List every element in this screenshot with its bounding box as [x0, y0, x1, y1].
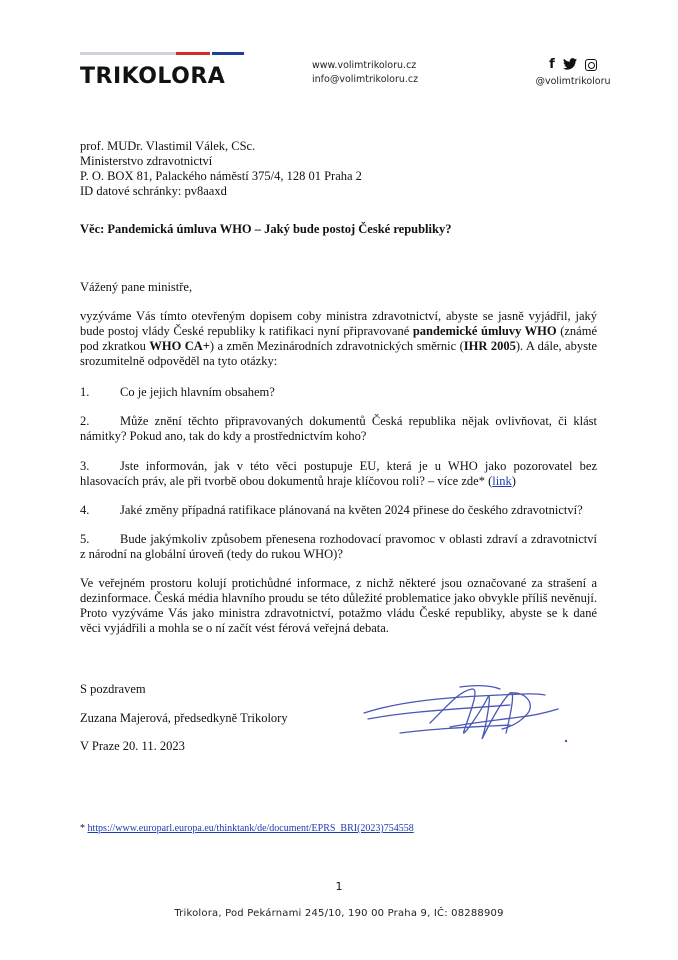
instagram-icon[interactable] [585, 59, 597, 71]
page-footer: Trikolora, Pod Pekárnami 245/10, 190 00 Praha 9, IČ: 08288909 [174, 908, 504, 919]
header-contact [312, 59, 418, 87]
salutation: Vážený pane ministře, [80, 280, 193, 294]
website-link[interactable]: www.volimtrikoloru.cz [312, 60, 417, 71]
question-4: 4. Jaké změny případná ratifikace plánovaná na květen 2024 přinese do českého zdravotnictví? [80, 503, 583, 517]
trikolora-logo [80, 52, 244, 89]
question-3: 3. Jste informován, jak v této věci postupuje EU, která je u WHO jako pozorovatel bez hlasovacích práv, ale při tvorbě obou dokumentů hraje klíčovou roli? – více zde* (link) [80, 459, 597, 488]
letter-subject: Věc: Pandemická úmluva WHO – Jaký bude postoj České republiky? [80, 222, 452, 236]
recipient-ministry: Ministerstvo zdravotnictví [80, 154, 213, 168]
closing-paragraph: Ve veřejném prostoru kolují protichůdné informace, z nichž některé jsou označované za strašení a dezinformace. Česká média hlavního proudu se této důležité problematice jako obvykle příliš nevěnují. Proto vyzýváme Vás jako ministra zdravotnictví, potažmo vládu České republiky, abyste se k dané věci vyjádřili a mohla se o ní začít vést férová veřejná debata. [80, 576, 597, 635]
facebook-icon[interactable]: f [549, 57, 555, 72]
place-date: V Praze 20. 11. 2023 [80, 739, 185, 753]
intro-paragraph: vyzýváme Vás tímto otevřeným dopisem coby ministra zdravotnictví, abyste se jasně vyjádřil, jaký bude postoj vlády České republiky k ratifikaci nyní připravované pandemické úmluvy WHO (známé pod zkratkou WHO CA+) a změn Mezinárodních zdravotnických směrnic (IHR 2005). A dále, abyste srozumitelně odpověděl na tyto otázky: [80, 309, 597, 368]
question-2: 2. Může znění těchto připravovaných dokumentů Česká republika nějak ovlivňovat, či klást námitky? Pokud ano, tak do kdy a prostřednictvím koho? [80, 414, 597, 443]
recipient-name: prof. MUDr. Vlastimil Válek, CSc. [80, 139, 256, 153]
page-number: 1 [335, 880, 343, 893]
footnote-link[interactable]: https://www.europarl.europa.eu/thinktank/de/document/EPRS_BRI(2023)754558 [87, 823, 414, 834]
social-handle[interactable]: @volimtrikoloru [535, 76, 611, 87]
logo-text: TRIKOLORA [80, 64, 226, 89]
question-5: 5. Bude jakýmkoliv způsobem přenesena rozhodovací pravomoc v oblasti zdraví a zdravotnictví z národní na globální úroveň (tedy do rukou WHO)? [80, 532, 597, 561]
email-link[interactable]: info@volimtrikoloru.cz [312, 74, 419, 85]
social-block [528, 58, 618, 87]
question-1: 1. Co je jejich hlavním obsahem? [80, 385, 275, 399]
twitter-icon[interactable] [563, 58, 577, 74]
handwritten-signature [360, 683, 580, 753]
footnote: * https://www.europarl.europa.eu/thinktank/de/document/EPRS_BRI(2023)754558 [80, 823, 414, 834]
greeting: S pozdravem [80, 682, 146, 696]
signatory: Zuzana Majerová, předsedkyně Trikolory [80, 711, 288, 725]
recipient-address [80, 139, 597, 199]
logo-stripes [80, 52, 244, 57]
recipient-street: P. O. BOX 81, Palackého náměstí 375/4, 128 01 Praha 2 [80, 169, 362, 183]
eu-link[interactable]: link [492, 474, 512, 488]
recipient-databox: ID datové schránky: pv8aaxd [80, 184, 227, 198]
